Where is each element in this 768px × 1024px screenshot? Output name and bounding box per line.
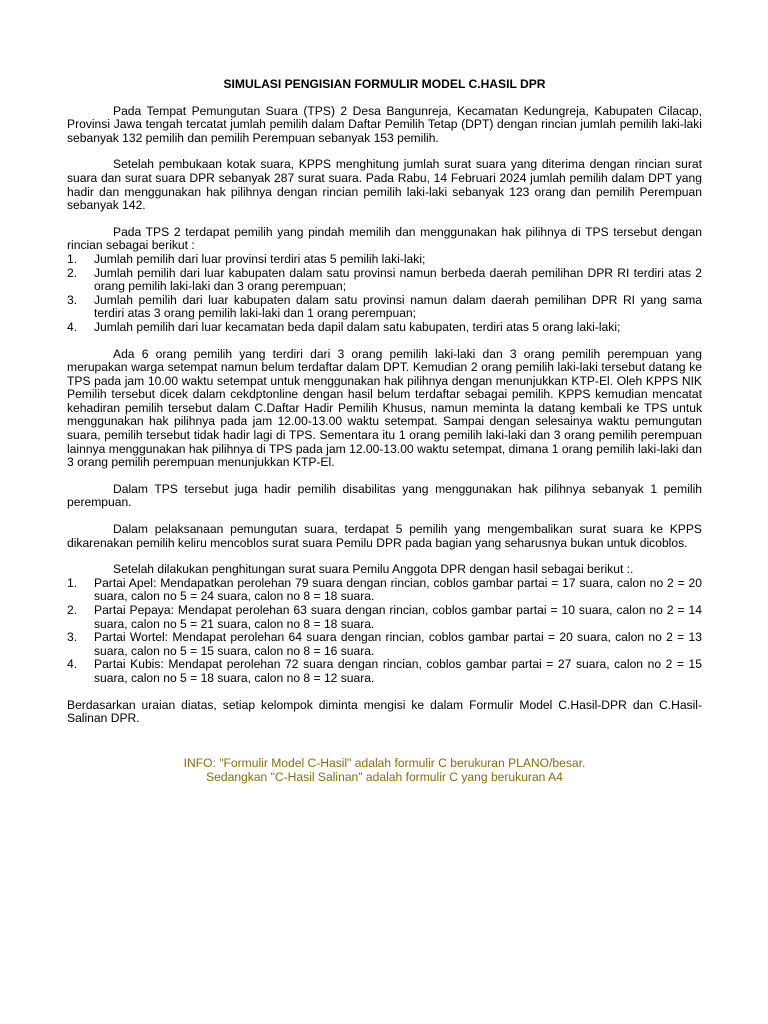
list-item [67,321,702,335]
list-item [67,294,702,321]
list-number: 4. [67,657,78,672]
paragraph-disability-voters: Dalam TPS tersebut juga hadir pemilih disabilitas yang menggunakan hak pilihnya sebanyak 1 pemilih perempuan. [67,481,702,510]
info-line-1: INFO: "Formulir Model C-Hasil" adalah formulir C berukuran PLANO/besar. [183,755,586,770]
list-text: Jumlah pemilih dari luar kecamatan beda dapil dalam satu kabupaten, terdiri atas 5 orang laki-laki; [94,319,621,334]
list-item [67,253,702,267]
moving-voters-list [67,253,702,335]
list-text: Partai Apel: Mendapatkan perolehan 79 suara dengan rincian, coblos gambar partai = 17 suara, calon no 2 = 20 suara, calon no 5 = 24 suara, calon no 8 = 18 suara. [94,575,702,604]
list-number: 2. [67,265,78,280]
paragraph-ballot-count: Setelah pembukaan kotak suara, KPPS menghitung jumlah surat suara yang diterima dengan rincian surat suara dan surat suara DPR sebanyak 287 surat suara. Pada Rabu, 14 Februari 2024 jumlah pemilih dalam DPT yang hadir dan menggunakan hak pilihnya dengan rincian pemilih laki-laki sebanyak 123 orang dan pemilih Perempuan sebanyak 142. [67,157,702,213]
document-title: SIMULASI PENGISIAN FORMULIR MODEL C.HASIL DPR [223,77,546,91]
list-number: 2. [67,603,78,617]
list-number: 1. [67,575,78,590]
list-item [67,577,702,604]
list-text: Partai Wortel: Mendapat perolehan 64 suara dengan rincian, coblos gambar partai = 20 suara, calon no 2 = 13 suara, calon no 5 = 15 suara, calon no 8 = 16 suara. [94,630,702,658]
paragraph-moving-voters-lead: Pada TPS 2 terdapat pemilih yang pindah memilih dan menggunakan hak pilihnya di TPS tersebut dengan rincian sebagai berikut : [67,224,702,253]
list-text: Jumlah pemilih dari luar provinsi terdiri atas 5 pemilih laki-laki; [94,251,426,266]
party-results-list [67,577,702,686]
list-text: Jumlah pemilih dari luar kabupaten dalam satu provinsi namun berbeda daerah pemilihan DPR RI terdiri atas 2 orang pemilih laki-laki dan 3 orang perempuan; [94,265,702,294]
list-number: 1. [67,251,78,266]
list-item [67,631,702,658]
list-number: 3. [67,292,78,307]
list-item [67,658,702,685]
list-text: Partai Pepaya: Mendapat perolehan 63 suara dengan rincian, coblos gambar partai = 10 suara, calon no 2 = 14 suara, calon no 5 = 21 suara, calon no 8 = 18 suara. [94,603,702,631]
list-item [67,604,702,631]
paragraph-instruction: Berdasarkan uraian diatas, setiap kelompok diminta mengisi ke dalam Formulir Model C.Hasil-DPR dan C.Hasil- Salinan DPR. [67,697,702,726]
info-line-2: Sedangkan "C-Hasil Salinan" adalah formulir C yang berukuran A4 [206,769,563,784]
list-text: Jumlah pemilih dari luar kabupaten dalam satu provinsi namun dalam daerah pemilihan DPR RI yang sama terdiri atas 3 orang pemilih laki-laki dan 1 orang perempuan; [94,292,702,321]
paragraph-unregistered-voters: Ada 6 orang pemilih yang terdiri dari 3 orang pemilih laki-laki dan 3 orang pemilih perempuan yang merupakan warga setempat namun belum terdaftar dalam DPT. Kemudian 2 orang pemilih laki-laki tersebut datang ke TPS pada jam 10.00 waktu setempat untuk menggunakan hak pilihnya dengan menunjukkan KTP-El. Oleh KPPS NIK Pemilih tersebut dicek dalam cekdptonline dengan hasil belum terdaftar sebagai pemilih. KPPS kemudian mencatat kehadiran pemilih tersebut dalam C.Daftar Hadir Pemilih Khusus, namun meminta la datang kembali ke TPS untuk menggunakan hak pilihnya pada jam 12.00-13.00 waktu setempat. Sampai dengan selesainya waktu pemungutan suara, pemilih tersebut tidak hadir lagi di TPS. Sementara itu 1 orang pemilih laki-laki dan 3 orang pemilih perempuan lainnya menggunakan hak pilihnya di TPS pada jam 12.00-13.00 waktu setempat, dimana 1 orang pemilih laki-laki dan 3 orang pemilih perempuan menunjukkan KTP-El. [67,346,702,470]
list-number: 3. [67,630,78,645]
paragraph-tps-overview: Pada Tempat Pemungutan Suara (TPS) 2 Desa Bangunreja, Kecamatan Kedungreja, Kabupaten Cilacap, Provinsi Jawa tengah tercatat jumlah pemilih dalam Daftar Pemilih Tetap (DPT) dengan rincian jumlah pemilih laki-laki sebanyak 132 pemilih dan pemilih Perempuan sebanyak 153 pemilih. [67,103,702,145]
list-text: Partai Kubis: Mendapat perolehan 72 suara dengan rincian, coblos gambar partai = 27 suara, calon no 2 = 15 suara, calon no 5 = 18 suara, calon no 8 = 12 suara. [94,657,702,685]
info-note [67,756,702,784]
paragraph-count-results-lead: Setelah dilakukan penghitungan surat suara Pemilu Anggota DPR dengan hasil sebagai berikut :. [113,562,634,577]
paragraph-returned-ballots: Dalam pelaksanaan pemungutan suara, terdapat 5 pemilih yang mengembalikan surat suara ke KPPS dikarenakan pemilih keliru mencoblos surat suara Pemilu DPR pada bagian yang seharusnya bukan untuk dicoblos. [67,522,702,550]
list-item [67,267,702,294]
list-number: 4. [67,319,78,334]
